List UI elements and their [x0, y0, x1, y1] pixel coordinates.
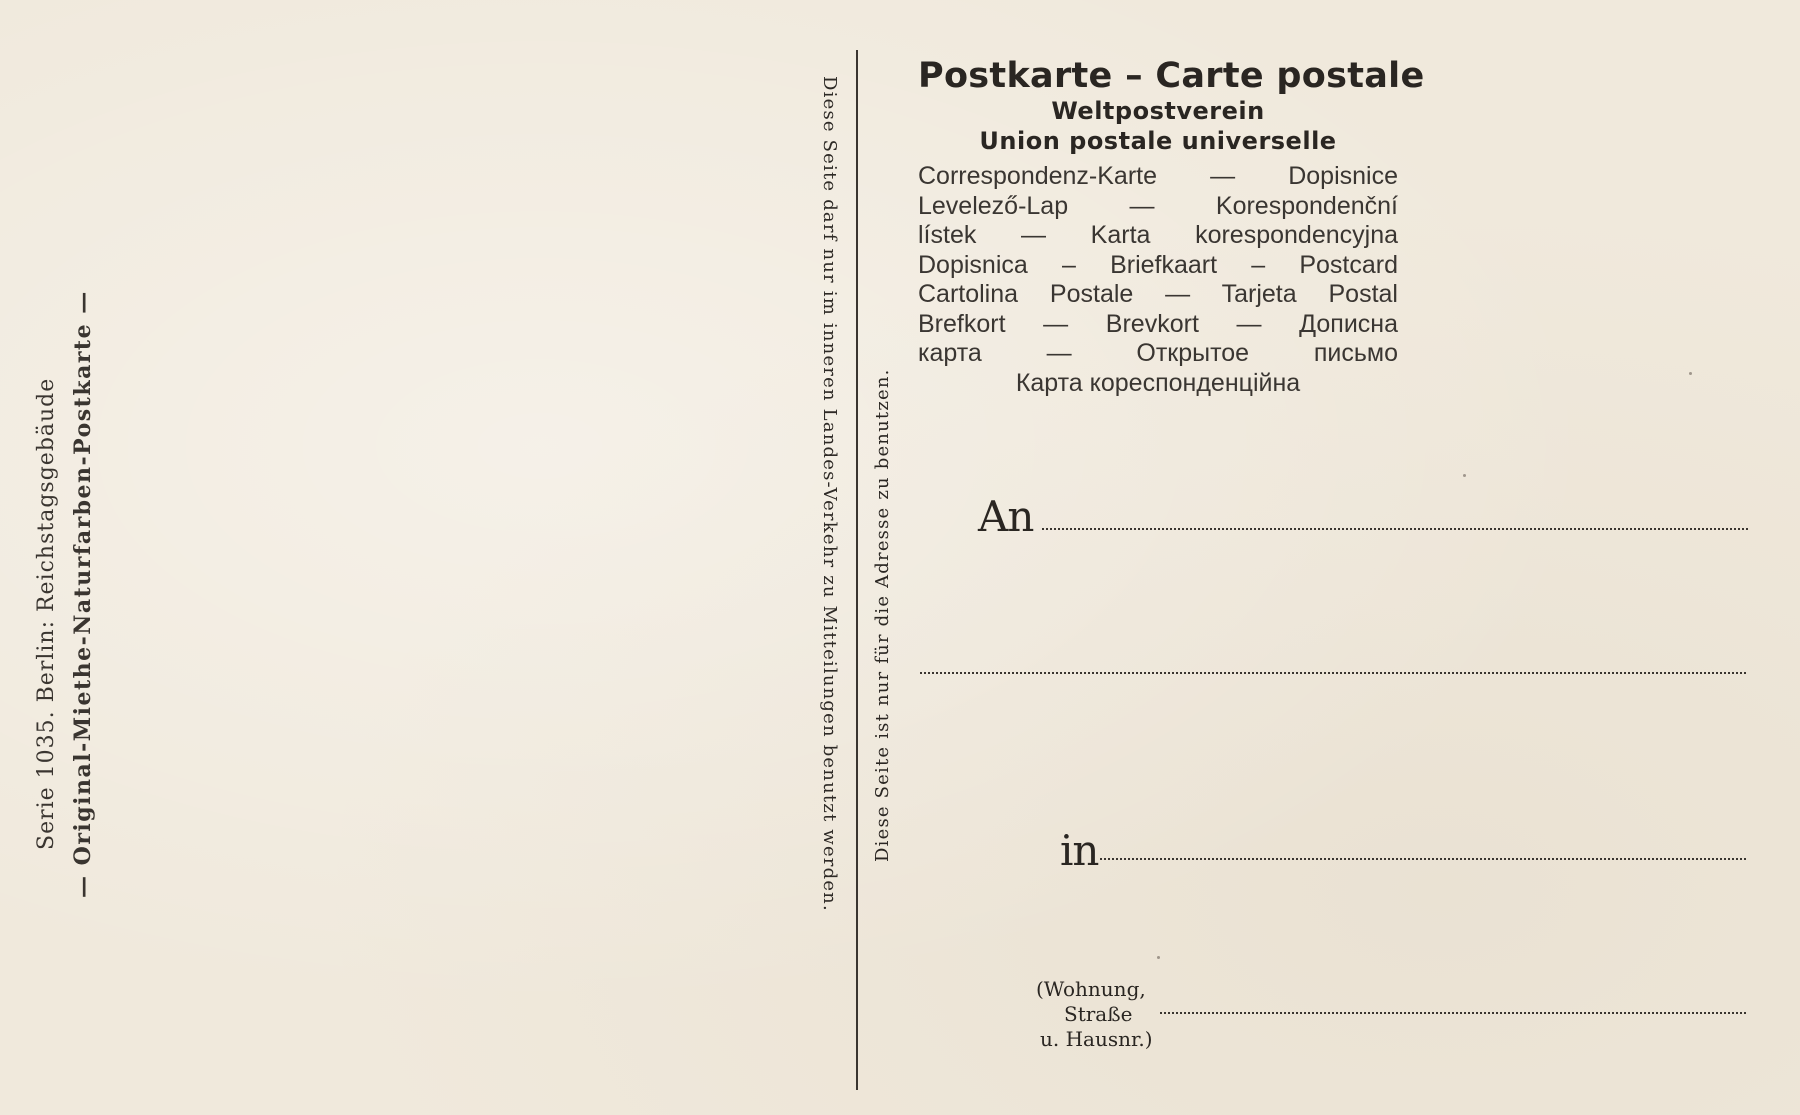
street-label-hausnr: u. Hausnr.): [1040, 1027, 1153, 1051]
street-label-wohnung: (Wohnung,: [1036, 977, 1146, 1001]
address-in-label: in: [1060, 826, 1099, 875]
paper-speck: [1157, 956, 1160, 959]
street-label-strasse: Straße: [1064, 1002, 1133, 1026]
language-list: [918, 162, 1398, 398]
language-line: карта — Открытое письмо: [918, 339, 1398, 367]
language-line: Levelező-Lap — Korespondenční: [918, 191, 1398, 220]
publisher-title-line: — Original-Miethe-Naturfarben-Postkarte —: [70, 290, 96, 898]
address-side-instruction: Diese Seite ist nur für die Adresse zu benutzen.: [872, 368, 893, 862]
message-side-instruction: Diese Seite darf nur im inneren Landes-Verkehr zu Mitteilungen benutzt werden.: [819, 76, 840, 912]
language-line: Brefkort — Brevkort — Дописна: [918, 309, 1398, 338]
address-to-label: An: [978, 492, 1034, 541]
address-line-name[interactable]: [1042, 528, 1748, 530]
publisher-series-line: Serie 1035. Berlin: Reichstagsgebäude: [34, 377, 59, 850]
postcard-header: [918, 56, 1425, 398]
postcard-subtitle-union: Union postale universelle: [979, 127, 1337, 155]
paper-speck: [1689, 372, 1692, 375]
postcard-subtitle-weltpostverein: Weltpostverein: [1051, 97, 1265, 125]
language-line: Dopisnica – Briefkaart – Postcard: [918, 250, 1398, 279]
address-line-second[interactable]: [920, 672, 1746, 674]
language-line: lístek — Karta korespondencyjna: [918, 221, 1398, 249]
postcard-title: Postkarte – Carte postale: [918, 56, 1425, 96]
center-divider: [856, 50, 858, 1090]
language-line: Correspondenz-Karte — Dopisnice: [918, 162, 1398, 190]
language-line: Карта кореспонденційна: [1015, 368, 1301, 397]
address-line-city[interactable]: [1100, 858, 1746, 860]
address-line-street[interactable]: [1160, 1012, 1746, 1014]
paper-speck: [1463, 474, 1466, 477]
language-line: Cartolina Postale — Tarjeta Postal: [918, 280, 1398, 308]
